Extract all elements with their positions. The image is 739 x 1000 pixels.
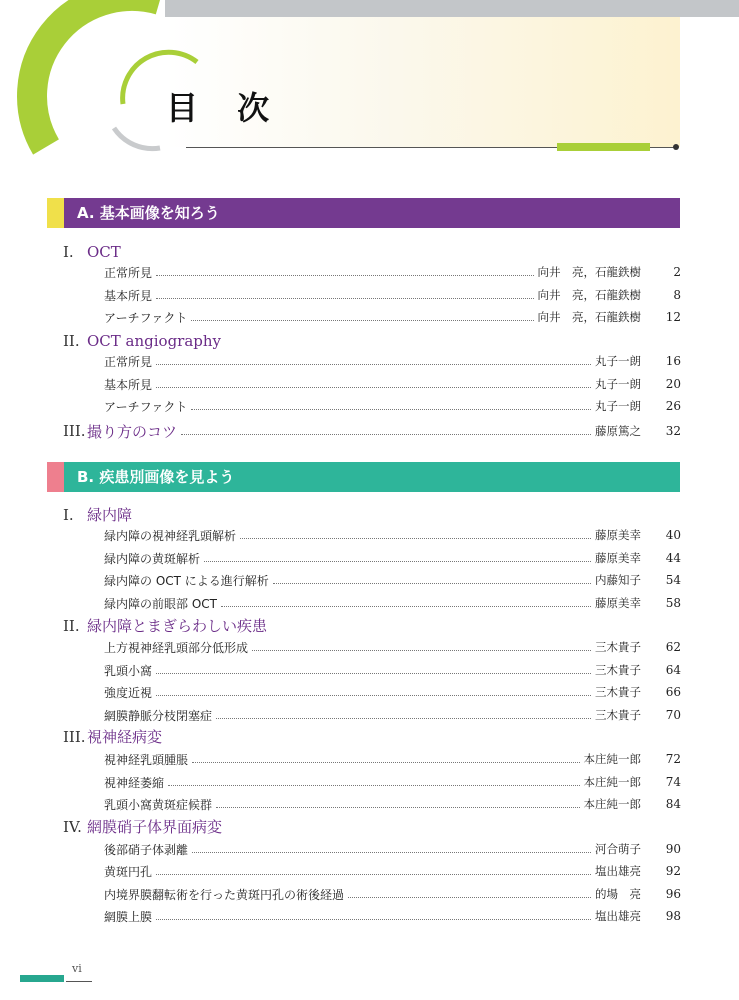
group-title: 緑内障とまぎらわしい疾患 bbox=[87, 617, 268, 635]
toc-entry[interactable]: III. 撮り方のコツ 藤原篤之 32 bbox=[63, 422, 681, 441]
group-heading: I. 緑内障 bbox=[63, 506, 133, 524]
toc-entry[interactable]: アーチファクト 向井 亮，石龍鉄樹 12 bbox=[104, 310, 681, 325]
section-b-banner bbox=[47, 462, 680, 492]
toc-entry[interactable]: 黄斑円孔 塩出雄亮 92 bbox=[104, 864, 681, 879]
section-a-label: A. 基本画像を知ろう bbox=[77, 204, 220, 222]
group-title: OCT bbox=[87, 243, 121, 261]
toc-entry[interactable]: 乳頭小窩 三木貴子 64 bbox=[104, 663, 681, 678]
group-heading: II. 緑内障とまぎらわしい疾患 bbox=[63, 617, 268, 635]
title-rule bbox=[186, 147, 557, 148]
toc-entry[interactable]: 正常所見 丸子一朗 16 bbox=[104, 354, 681, 369]
section-b-label: B. 疾患別画像を見よう bbox=[77, 468, 235, 486]
toc-entry[interactable]: 正常所見 向井 亮，石龍鉄樹 2 bbox=[104, 265, 681, 280]
toc-entry[interactable]: 網膜上膜 塩出雄亮 98 bbox=[104, 909, 681, 924]
toc-entry[interactable]: 緑内障の視神経乳頭解析 藤原美幸 40 bbox=[104, 528, 681, 543]
header-arc-decoration bbox=[0, 0, 260, 160]
toc-entry[interactable]: 強度近視 三木貴子 66 bbox=[104, 685, 681, 700]
title-rule-accent bbox=[557, 143, 650, 151]
group-title: OCT angiography bbox=[87, 332, 222, 350]
toc-entry[interactable]: 乳頭小窩黄斑症候群 本庄純一郎 84 bbox=[104, 797, 681, 812]
toc-entry[interactable]: 基本所見 向井 亮，石龍鉄樹 8 bbox=[104, 288, 681, 303]
section-b-tab bbox=[47, 462, 64, 492]
toc-entry[interactable]: 内境界膜翻転術を行った黄斑円孔の術後経過 的場 亮 96 bbox=[104, 887, 681, 902]
toc-entry[interactable]: アーチファクト 丸子一朗 26 bbox=[104, 399, 681, 414]
group-title: 緑内障 bbox=[87, 506, 133, 524]
toc-entry[interactable]: 後部硝子体剥離 河合萌子 90 bbox=[104, 842, 681, 857]
toc-entry[interactable]: 基本所見 丸子一朗 20 bbox=[104, 377, 681, 392]
footer-rule bbox=[66, 981, 92, 982]
toc-entry[interactable]: 緑内障の前眼部 OCT 藤原美幸 58 bbox=[104, 596, 681, 611]
group-title: 視神経病変 bbox=[87, 728, 163, 746]
group-title: 網膜硝子体界面病変 bbox=[87, 818, 223, 836]
toc-entry[interactable]: 緑内障の OCT による進行解析 内藤知子 54 bbox=[104, 573, 681, 588]
title-rule-dot bbox=[673, 144, 679, 150]
group-heading: III.視神経病変 bbox=[63, 728, 163, 746]
toc-entry[interactable]: 視神経乳頭腫脹 本庄純一郎 72 bbox=[104, 752, 681, 767]
toc-entry[interactable]: 視神経萎縮 本庄純一郎 74 bbox=[104, 775, 681, 790]
footer-accent-bar bbox=[20, 975, 64, 982]
toc-entry[interactable]: 網膜静脈分枝閉塞症 三木貴子 70 bbox=[104, 708, 681, 723]
toc-entry[interactable]: 緑内障の黄斑解析 藤原美幸 44 bbox=[104, 551, 681, 566]
section-a-tab bbox=[47, 198, 64, 228]
group-heading: I. OCT bbox=[63, 243, 121, 261]
section-a-banner bbox=[47, 198, 680, 228]
toc-entry[interactable]: 上方視神経乳頭部分低形成 三木貴子 62 bbox=[104, 640, 681, 655]
page-number: vi bbox=[72, 962, 82, 975]
group-heading: II. OCT angiography bbox=[63, 332, 222, 350]
group-heading: IV. 網膜硝子体界面病変 bbox=[63, 818, 223, 836]
page-title: 目 次 bbox=[166, 89, 284, 127]
title-rule-end bbox=[650, 147, 674, 148]
